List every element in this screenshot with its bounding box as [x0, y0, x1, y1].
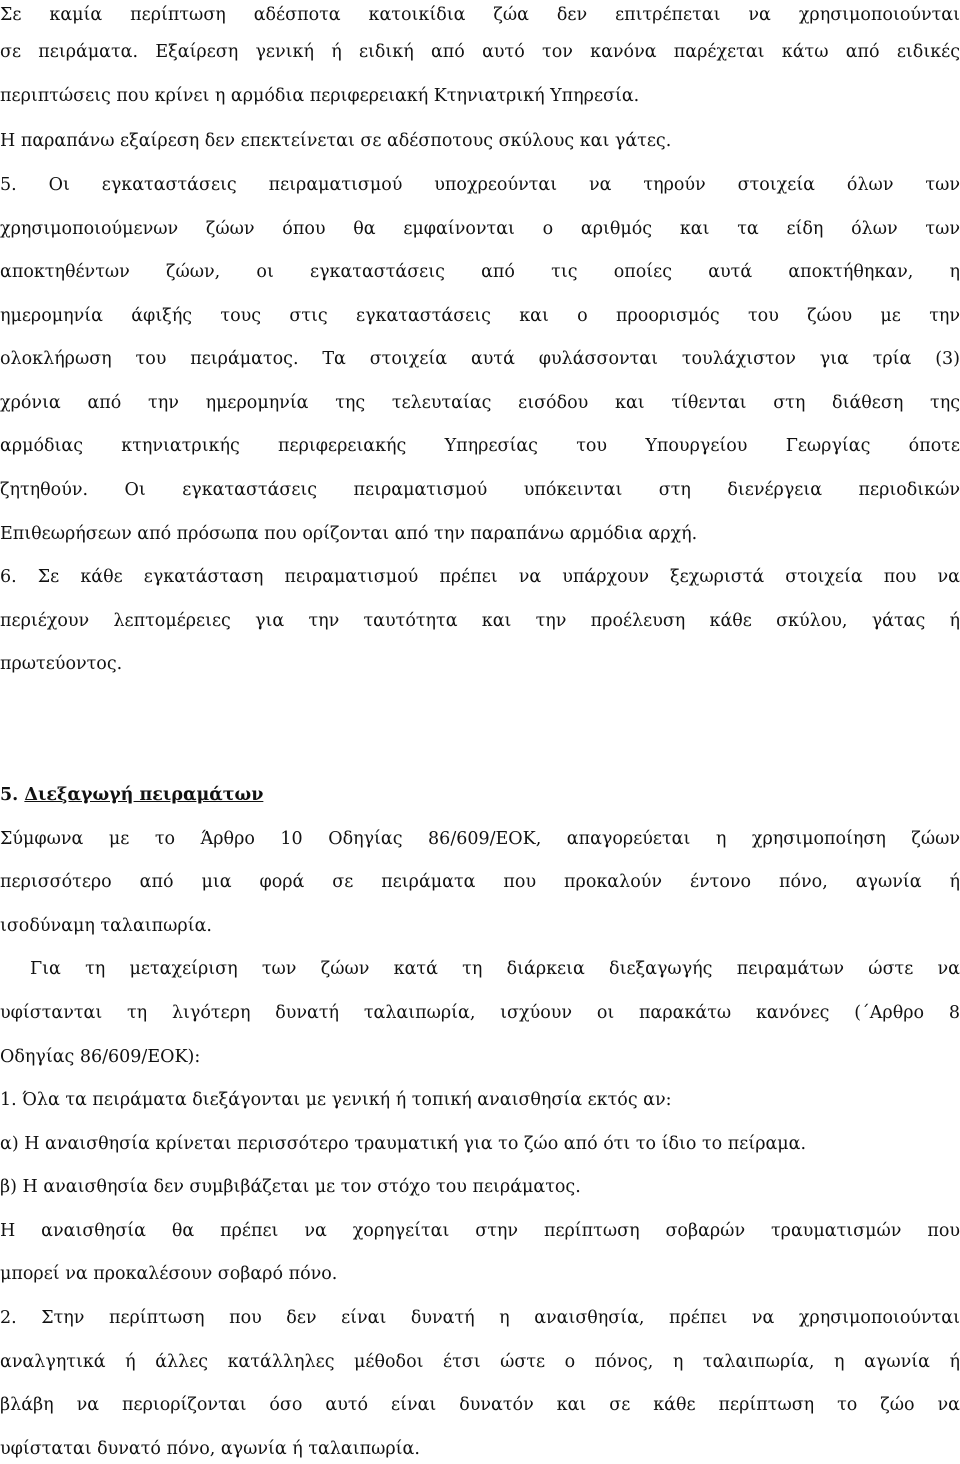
- text-line: αποκτηθέντων ζώων, οι εγκαταστάσεις από τις οποίες αυτά αποκτήθηκαν, η: [0, 262, 960, 282]
- text-line: 6. Σε κάθε εγκατάσταση πειραματισμού πρέπει να υπάρχουν ξεχωριστά στοιχεία που να: [0, 567, 960, 587]
- text-line: πρωτεύοντος.: [0, 654, 123, 674]
- text-line: Επιθεωρήσεων από πρόσωπα που ορίζονται από την παραπάνω αρμόδια αρχή.: [0, 524, 698, 544]
- text-line: Για τη μεταχείριση των ζώων κατά τη διάρκεια διεξαγωγής πειραμάτων ώστε να: [30, 959, 960, 979]
- text-line: Οδηγίας 86/609/ΕΟΚ):: [0, 1047, 201, 1067]
- text-line: ολοκλήρωση του πειράματος. Τα στοιχεία αυτά φυλάσσονται τουλάχιστον για τρία (3): [0, 349, 960, 369]
- text-line: 1. Όλα τα πειράματα διεξάγονται με γενική ή τοπική αναισθησία εκτός αν:: [0, 1090, 672, 1110]
- text-line: 5. Οι εγκαταστάσεις πειραματισμού υποχρεούνται να τηρούν στοιχεία όλων των: [0, 175, 960, 195]
- text-line: Σε καμία περίπτωση αδέσποτα κατοικίδια ζώα δεν επιτρέπεται να χρησιμοποιούνται: [0, 5, 960, 25]
- text-line: περιέχουν λεπτομέρειες για την ταυτότητα και την προέλευση κάθε σκύλου, γάτας ή: [0, 611, 960, 631]
- text-line: περισσότερο από μια φορά σε πειράματα που προκαλούν έντονο πόνο, αγωνία ή: [0, 872, 960, 892]
- section-number: 5.: [0, 785, 19, 805]
- text-line: ζητηθούν. Οι εγκαταστάσεις πειραματισμού υπόκεινται στη διενέργεια περιοδικών: [0, 480, 960, 500]
- text-line: α) Η αναισθησία κρίνεται περισσότερο τραυματική για το ζώο από ότι το ίδιο το πείραμα.: [0, 1134, 807, 1154]
- text-line: αρμόδιας κτηνιατρικής περιφερειακής Υπηρεσίας του Υπουργείου Γεωργίας όποτε: [0, 436, 960, 456]
- text-line: αναλγητικά ή άλλες κατάλληλες μέθοδοι έτσι ώστε ο πόνος, η ταλαιπωρία, η αγωνία ή: [0, 1352, 960, 1372]
- text-line: 2. Στην περίπτωση που δεν είναι δυνατή η αναισθησία, πρέπει να χρησιμοποιούνται: [0, 1308, 960, 1328]
- section-heading: [0, 780, 960, 810]
- text-line: ημερομηνία άφιξής τους στις εγκαταστάσεις και ο προορισμός του ζώου με την: [0, 306, 960, 326]
- text-line: σε πειράματα. Εξαίρεση γενική ή ειδική από αυτό τον κανόνα παρέχεται κάτω από ειδικές: [0, 42, 960, 62]
- text-line: υφίστανται τη λιγότερη δυνατή ταλαιπωρία, ισχύουν οι παρακάτω κανόνες (΄Αρθρο 8: [0, 1003, 960, 1023]
- text-line: περιπτώσεις που κρίνει η αρμόδια περιφερειακή Κτηνιατρική Υπηρεσία.: [0, 86, 640, 106]
- text-line: χρησιμοποιούμενων ζώων όπου θα εμφαίνονται ο αριθμός και τα είδη όλων των: [0, 219, 960, 239]
- text-line: β) Η αναισθησία δεν συμβιβάζεται με τον στόχο του πειράματος.: [0, 1177, 581, 1197]
- text-line: Η αναισθησία θα πρέπει να χορηγείται στην περίπτωση σοβαρών τραυματισμών που: [0, 1221, 960, 1241]
- section-title: Διεξαγωγή πειραμάτων: [24, 785, 264, 805]
- text-line: χρόνια από την ημερομηνία της τελευταίας εισόδου και τίθενται στη διάθεση της: [0, 393, 960, 413]
- text-line: ισοδύναμη ταλαιπωρία.: [0, 916, 212, 936]
- text-line: μπορεί να προκαλέσουν σοβαρό πόνο.: [0, 1264, 338, 1284]
- text-line: Σύμφωνα με το Άρθρο 10 Οδηγίας 86/609/ΕΟΚ, απαγορεύεται η χρησιμοποίηση ζώων: [0, 829, 960, 849]
- text-line: υφίσταται δυνατό πόνο, αγωνία ή ταλαιπωρία.: [0, 1439, 420, 1459]
- text-line: βλάβη να περιορίζονται όσο αυτό είναι δυνατόν και σε κάθε περίπτωση το ζώο να: [0, 1395, 960, 1415]
- text-line: Η παραπάνω εξαίρεση δεν επεκτείνεται σε αδέσποτους σκύλους και γάτες.: [0, 131, 672, 151]
